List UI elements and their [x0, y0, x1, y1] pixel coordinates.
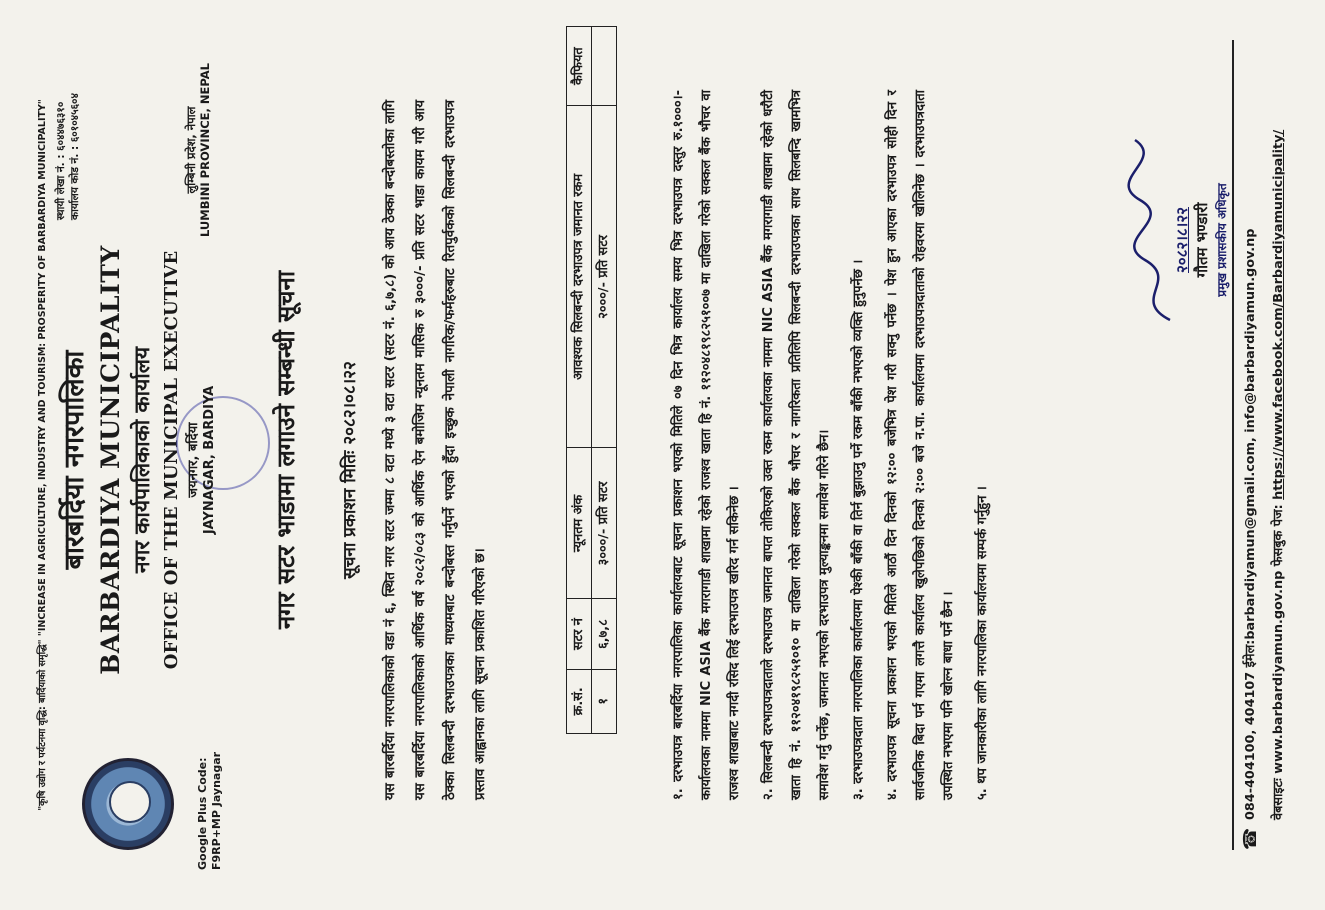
- footer-contact: 084-404100, 404107 ईमेल:barbardiyamun@gmail.com, info@barbardiyamun.gov.np: [1243, 228, 1258, 820]
- cell-sn: १: [592, 669, 617, 733]
- municipal-slogan: "कृषि उद्योग र पर्यटनमा वृद्धि: बार्दियाको समृद्धि" "INCREASE IN AGRICULTURE, INDUSTRY AND TOURISM: PROSPERITY OF BARBARDIYA MUNICIPALITY": [37, 99, 48, 811]
- conditions-list: [665, 90, 1003, 800]
- col-header-sn: क्र.सं.: [567, 669, 592, 733]
- cell-deposit: २०००/- प्रति सटर: [592, 106, 617, 448]
- notice-intro: यस बारबर्दिया नगरपालिकाको वडा नं ६, स्थित नगर सटर जम्मा ८ वटा मध्ये ३ वटा सटर (सटर नं. ६,७,८) को आय ठेक्का बन्दोबस्तोका लागि यस बारबर्दिया नगरपालिकाको आर्थिक वर्ष २०८२/०८३ को आर्थिक ऐन बमोजिम न्यूनतम मासिक रु ३०००/- प्रति सटर भाडा कायम गरी आय ठेक्का सिलबन्दी दरभाउपत्रका माध्यमबाट बन्दोबस्त गर्नुपर्ने भएको हुँदा इच्छुक नेपाली नागरिक/फर्महरुबाट रितपुर्वकको सिलबन्दी दरभाउपत्र प्रस्ताव आह्वानका लागि सूचना प्रकाशित गरिएको छ।: [383, 100, 488, 800]
- office-name-nepali: नगर कार्यपालिकाको कार्यालय: [130, 346, 154, 574]
- condition-item: ३. दरभाउपत्रदाता नगरपालिका कार्यालयमा पेश्की बाँकी वा तिर्न बुझाउनु पर्ने रकम बाँकी नभएको व्यक्ति हुनुपर्नेछ ।: [851, 259, 866, 800]
- facebook-link[interactable]: https://www.facebook.com/Barbardiyamunicipality/: [1271, 129, 1286, 500]
- phone-icon: ☎: [1240, 827, 1261, 850]
- cell-min-amount: ३०००/- प्रति सटर: [592, 448, 617, 599]
- address-nepali: जयनगर, बर्दिया: [186, 422, 201, 498]
- signatory-name: गौतम भण्डारी: [1193, 202, 1211, 278]
- col-header-min-amount: न्यूनतम अंक: [567, 448, 592, 599]
- address-english: JAYNAGAR, BARDIYA: [202, 385, 217, 535]
- province: [184, 40, 212, 260]
- col-header-deposit: आवश्यक सिलबन्दी दरभाउपत्र जमानत रकम: [567, 106, 592, 448]
- condition-item: ५. थप जानकारीका लागि नगरपालिका कार्यालयमा सम्पर्क गर्नुहुन ।: [975, 486, 990, 800]
- google-plus-code: [196, 720, 224, 870]
- municipality-name-english: BARBARDIYA MUNICIPALITY: [96, 245, 125, 675]
- gplus-label: Google Plus Code:: [196, 757, 209, 870]
- col-header-remarks: कैफियत: [567, 27, 592, 106]
- col-header-shutter-no: सटर नं: [567, 599, 592, 669]
- facebook-label: फेसबुक पेज:: [1271, 504, 1286, 567]
- signatory-designation: प्रमुख प्रशासकीय अधिकृत: [1215, 183, 1229, 297]
- municipality-name-nepali: बारबर्दिया नगरपालिका: [59, 350, 90, 570]
- office-name-english: OFFICE OF THE MUNICIPAL EXECUTIVE: [161, 250, 182, 670]
- publish-date: सूचना प्रकाशन मितिः २०८२।०८।२२: [340, 361, 360, 579]
- office-code: कार्यालय कोड नं. : ६०१०४५६०४: [69, 93, 81, 220]
- notice-title: नगर सटर भाडामा लगाउने सम्बन्धी सूचना: [272, 270, 300, 630]
- municipality-logo: [82, 758, 174, 850]
- address: [186, 210, 218, 710]
- condition-item: २. सिलबन्दी दरभाउपत्रदाताले दरभाउपत्र जमानत बापत तोकिएको उक्त रकम कार्यालयका नाममा NIC ASIA बैंक मगरागाडी शाखामा रहेको धरौटी खाता हि नं. ११२०४१९८२५१०१० मा दाखिला गरेको सक्कल बैंक भौचर र नागरिकता प्रतिलिपि सिलबन्दी दरभाउपत्रका साथ सिलबन्दि खामभित्र समावेश गर्नु पर्नेछ, जमानत नभएको दरभाउपत्र मुल्याङ्कनमा समावेश गरिने छैन।: [761, 90, 832, 800]
- cell-shutter-no: ६,७,८: [592, 599, 617, 669]
- signature-block: [1110, 130, 1232, 350]
- gplus-value: F9RP+MP Jaynagar: [210, 751, 223, 870]
- shutter-table: [566, 26, 617, 734]
- footer-web: [1270, 60, 1288, 820]
- condition-item: १. दरभाउपत्र बारबर्दिया नगरपालिका कार्यालयबाट सूचना प्रकाशन भएको मितिले ०७ दिन भित्र कार्यालय समय भित्र दरभाउपत्र दस्तुर रु.१०००।- कार्यालयका नाममा NIC ASIA बैंक मगरागाडी शाखामा रहेको राजश्व खाता हि नं. ११२०४८१९८२५१००७ मा दाखिला गरेको सक्कल बैंक भौचर वा राजश्व शाखाबाट नगदी रसिद लिई दरभाउपत्र खरिद गर्न सकिनेछ ।: [671, 90, 742, 800]
- pan-number: स्थायी लेखा नं. : ६०४४७६३१०: [55, 101, 67, 220]
- table-header-row: [567, 27, 592, 734]
- logo-emblem: [109, 781, 151, 823]
- cell-remarks: [592, 27, 617, 106]
- province-english: LUMBINI PROVINCE, NEPAL: [198, 63, 212, 237]
- website-link[interactable]: www.barbardiyamun.gov.np: [1271, 570, 1286, 774]
- footer-divider: [1232, 40, 1234, 850]
- table-row: [592, 27, 617, 734]
- condition-item: ४. दरभाउपत्र सूचना प्रकाशन भएको मितिले आठौं दिन दिनको १२:०० बजेभित्र पेश गरी सक्नु पर्नेछ । पेश हुन आएका दरभाउपत्र सोही दिन र सार्वजनिक बिदा पर्न गएमा लगत्तै कार्यालय खुलेपछिको दिनको २:०० बजे न.पा. कार्यालयमा दरभाउपत्रदाताको रोहवरमा खोलिनेछ । दरभाउपत्रदाता उपस्थित नभएमा पनि खोल्न बाधा पर्ने छैन ।: [885, 90, 956, 800]
- website-label: वेबसाइटः: [1271, 778, 1286, 820]
- signature-date: २०८२।८।२२: [1173, 207, 1191, 273]
- province-nepali: लुम्बिनी प्रदेश, नेपाल: [184, 106, 198, 194]
